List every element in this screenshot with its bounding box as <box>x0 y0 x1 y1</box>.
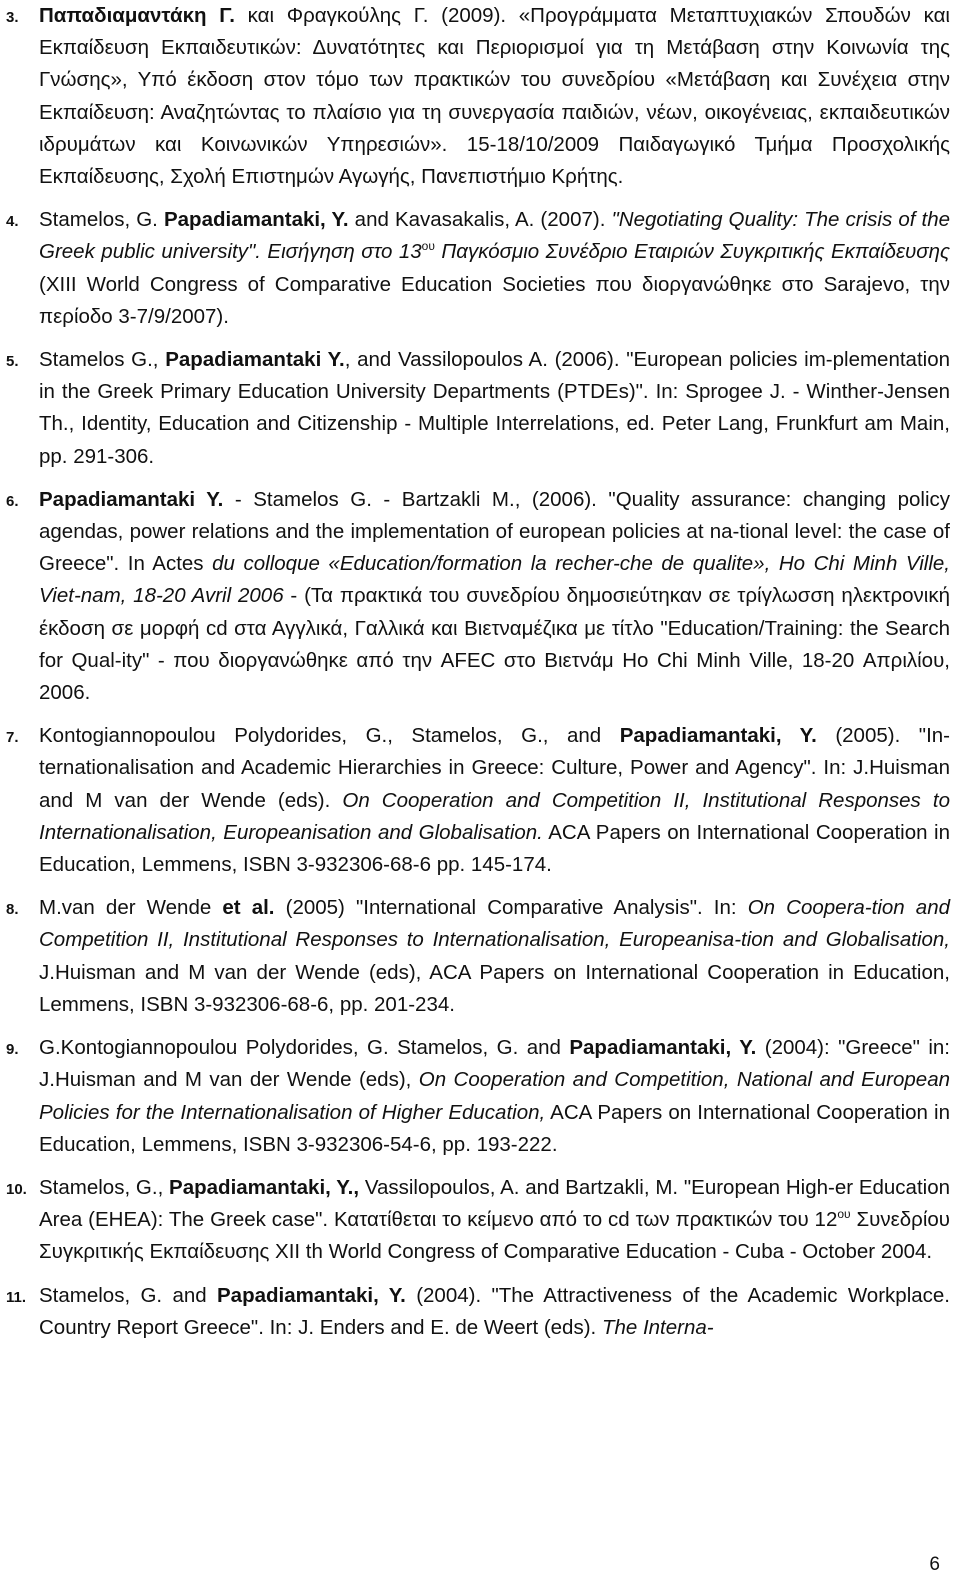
reference-segment: - (Τα πρακτικά του συνεδρίου δημοσιεύτηκαν σε τρίγλωσση ηλεκτρονική έκδοση σε μορφή cd στα Αγγλικά, Γαλλικά και Βιετναμέζικα με τίτλο "Education/Training: the Search for Qual-ity" - που διοργανώθηκε από την AFEC στο Βιετνάμ Ho Chi Minh Ville, 18-20 Απριλίου, 2006. <box>39 584 950 705</box>
reference-text <box>39 488 950 704</box>
page-number: 6 <box>929 1554 940 1575</box>
reference-text <box>39 1176 950 1263</box>
author-highlight: Παπαδιαμαντάκη Γ. <box>39 4 235 27</box>
author-highlight: Papadiamantaki Y. <box>165 348 345 372</box>
reference-segment: Stamelos, G. and <box>39 1283 217 1307</box>
author-highlight: Papadiamantaki, Y. <box>569 1036 757 1060</box>
reference-number: 6. <box>6 492 19 510</box>
reference-segment: (2005) "International Comparative Analysis". In: <box>274 896 748 920</box>
reference-item <box>6 204 950 333</box>
reference-segment: (2005). "In- ternationalisation and Academic Hierarchies in Greece: Culture, Power and Agency". In: J.Huisman and M van der Wende (eds). <box>39 724 950 812</box>
reference-segment: ACA Papers on International Cooperation in Education, Lemmens, ISBN 3-932306-68-6 pp. 145-174. <box>39 820 951 877</box>
reference-item <box>6 892 950 1021</box>
italic-title: Παγκόσμιο Συνέδριο Εταιριών Συγκριτικής Εκπαίδευσης <box>434 240 950 264</box>
reference-segment: , and Vassilopoulos A. (2006). "European policies im-plementation in the Greek Primary Education University Departments (PTDEs)". In: Sprogee J. - Winther-Jensen Th., Identity, Education and Citizenship - Multiple Interrelations, ed. Peter Lang, Frunkfurt am Main, pp. 291-306. <box>39 348 951 468</box>
reference-item <box>6 0 950 193</box>
reference-segment: Stamelos, G., <box>39 1175 170 1199</box>
reference-number: 8. <box>6 901 19 919</box>
reference-segment: Stamelos, G. <box>39 208 164 232</box>
italic-title: The Interna- <box>601 1315 714 1339</box>
reference-segment: and Kavasakalis, A. (2007). <box>348 208 612 232</box>
reference-item <box>6 1280 950 1344</box>
italic-title: On Cooperation and Competition, National and European Policies for the Internationalisation of Higher Education, <box>39 1068 950 1124</box>
reference-segment: G.Kontogiannopoulou Polydorides, G. Stamelos, G. and <box>39 1036 570 1060</box>
reference-item <box>6 1032 950 1161</box>
reference-number: 4. <box>6 213 19 231</box>
author-highlight: Papadiamantaki, Y., <box>169 1175 360 1199</box>
reference-segment: Kontogiannopoulou Polydorides, G., Stamelos, G., and <box>39 724 620 748</box>
reference-item <box>6 1172 950 1269</box>
reference-segment: Stamelos G., <box>39 348 166 372</box>
reference-segment: (2004). "The Attractiveness of the Academic Workplace. Country Report Greece". In: J. Enders and E. de Weert (eds). <box>39 1283 950 1339</box>
author-highlight: et al. <box>222 896 275 920</box>
reference-number: 11. <box>6 1288 27 1306</box>
reference-segment: Vassilopoulos, A. and Bartzakli, M. "European High-er Education Area (EHEA): The Greek case". Κατατίθεται το κείμενο από το cd των πρακτικών του 12 <box>39 1175 951 1232</box>
author-highlight: Papadiamantaki, Y. <box>619 724 817 748</box>
italic-title: On Coopera-tion and Competition II, Institutional Responses to Internationalisation, Europeanisa-tion and Globalisation, <box>39 896 951 952</box>
ordinal-superscript: ου <box>421 239 435 254</box>
reference-text <box>39 208 950 328</box>
author-highlight: Papadiamantaki, Y. <box>217 1283 406 1307</box>
reference-number: 9. <box>6 1041 19 1059</box>
reference-segment: M.van der Wende <box>39 896 223 920</box>
ordinal-superscript: ου <box>837 1207 851 1222</box>
reference-text <box>39 1036 950 1156</box>
reference-segment: J.Huisman and M van der Wende (eds), ACA Papers on International Cooperation in Education, Lemmens, ISBN 3-932306-68-6, pp. 201-234. <box>39 960 950 1016</box>
italic-title: "Negotiating Quality: The crisis of the Greek public university". Εισήγηση στο 13 <box>39 208 950 264</box>
reference-text <box>39 896 950 1016</box>
reference-number: 3. <box>6 9 19 26</box>
reference-text <box>39 724 950 876</box>
reference-segment: και Φραγκούλης Γ. (2009). «Προγράμματα Μεταπτυχιακών Σπουδών και Εκπαίδευση Εκπαιδευτικών: Δυνατότητες και Περιορισμοί για τη Μετάβαση στην Κοινωνία της Γνώσης», Υπό έκδοση στον τόμο των πρακτικών του συνεδρίου «Μετάβαση και Συνέχεια στην Εκπαίδευση: Αναζητώντας το πλαίσιο για τη συνεργασία παιδιών, νέων, οικογένειας, εκπαιδευτικών ιδρυμάτων και Κοινωνικών Υπηρεσιών». 15-18/10/2009 Παιδαγωγικό Τμήμα Προσχολικής Εκπαίδευσης, Σχολή Επιστημών Αγωγής, Πανεπιστήμιο Κρήτης. <box>39 4 950 189</box>
reference-item <box>6 720 950 881</box>
reference-text <box>39 4 950 188</box>
italic-title: On Cooperation and Competition II, Institutional Responses to Internationalisation, Europeanisation and Globalisation. <box>39 788 950 844</box>
reference-text <box>39 1284 950 1339</box>
reference-list <box>6 0 950 1355</box>
reference-segment: ACA Papers on International Cooperation in Education, Lemmens, ISBN 3-932306-54-6, pp. 193-222. <box>39 1100 951 1156</box>
reference-text <box>39 348 950 468</box>
reference-segment: Συνεδρίου Συγκριτικής Εκπαίδευσης XII th World Congress of Comparative Education - Cuba - October 2004. <box>39 1208 950 1264</box>
author-highlight: Papadiamantaki Y. <box>39 487 224 511</box>
reference-segment: (XIII World Congress of Comparative Education Societies που διοργανώθηκε στο Sarajevo, την περίοδο 3-7/9/2007). <box>39 272 950 328</box>
author-highlight: Papadiamantaki, Y. <box>163 208 349 232</box>
reference-number: 10. <box>6 1180 27 1198</box>
reference-segment: (2004): "Greece" in: J.Huisman and M van der Wende (eds), <box>39 1036 950 1092</box>
italic-title: du colloque «Education/formation la recher-che de qualite», Ho Chi Minh Ville, Viet-nam, 18-20 Avril 2006 <box>39 552 950 608</box>
reference-number: 7. <box>6 729 19 747</box>
reference-item <box>6 344 950 473</box>
reference-number: 5. <box>6 353 19 371</box>
reference-segment: - Stamelos G. - Bartzakli M., (2006). "Quality assurance: changing policy agendas, power relations and the implementation of european policies at na-tional level: the case of Greece". In Actes <box>39 487 951 576</box>
reference-item <box>6 484 950 709</box>
